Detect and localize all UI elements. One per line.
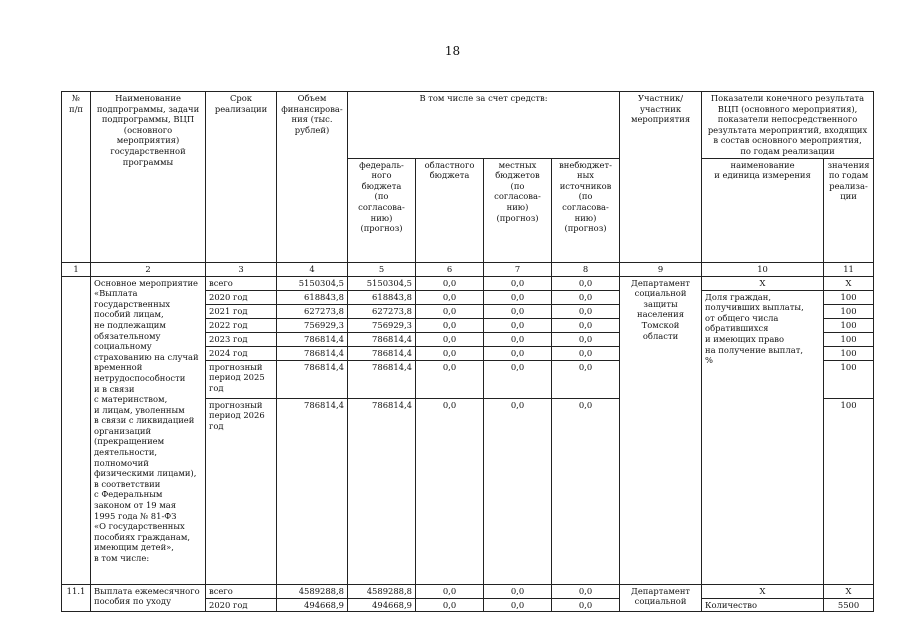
local-cell: 0,0 [484, 598, 552, 612]
total-cell: 786814,4 [277, 398, 348, 584]
period-cell: 2024 год [206, 346, 277, 360]
header-period: Срок реализации [206, 92, 277, 263]
total-cell: 494668,9 [277, 598, 348, 612]
value-cell: 100 [824, 332, 874, 346]
participant-cell: Департамент социальной [620, 584, 702, 612]
federal-cell: 4589288,8 [348, 584, 416, 598]
value-cell: 100 [824, 304, 874, 318]
regional-cell: 0,0 [416, 318, 484, 332]
row-number [62, 276, 91, 584]
regional-cell: 0,0 [416, 304, 484, 318]
regional-cell: 0,0 [416, 398, 484, 584]
period-cell: 2022 год [206, 318, 277, 332]
extra-cell: 0,0 [552, 360, 620, 398]
header-indicator-name: наименование и единица измерения [702, 158, 824, 262]
period-cell: 2020 год [206, 290, 277, 304]
extra-cell: 0,0 [552, 318, 620, 332]
col-num: 5 [348, 262, 416, 276]
local-cell: 0,0 [484, 332, 552, 346]
federal-cell: 756929,3 [348, 318, 416, 332]
value-cell: 100 [824, 290, 874, 304]
total-cell: 627273,8 [277, 304, 348, 318]
program-table [61, 91, 874, 612]
regional-cell: 0,0 [416, 276, 484, 290]
value-cell: 5500 [824, 598, 874, 612]
extra-cell: 0,0 [552, 598, 620, 612]
main-activity-name: Основное мероприятие «Выплата государственных пособий лицам, не подлежащим обязательному социальному страхованию на случай временной нетрудоспособности и в связи с материнством, и лицам, уволенным в связи с ликвидацией организаций (прекращением деятельности, полномочий физическими лицами), в соответствии с Федеральным законом от 19 мая 1995 года № 81-ФЗ «О государственных пособиях гражданам, имеющим детей», в том числе: [91, 276, 206, 584]
value-cell: 100 [824, 398, 874, 584]
indicator-cell: Х [702, 276, 824, 290]
value-cell: 100 [824, 346, 874, 360]
header-extra: внебюджет- ных источников (по согласова- нию) (прогноз) [552, 158, 620, 262]
regional-cell: 0,0 [416, 598, 484, 612]
extra-cell: 0,0 [552, 346, 620, 360]
col-num: 3 [206, 262, 277, 276]
col-num: 10 [702, 262, 824, 276]
header-regional: областного бюджета [416, 158, 484, 262]
regional-cell: 0,0 [416, 346, 484, 360]
indicator-description: Доля граждан, получивших выплаты, от общего числа обратившихся и имеющих право на получение выплат, % [702, 290, 824, 584]
total-cell: 786814,4 [277, 360, 348, 398]
col-num: 7 [484, 262, 552, 276]
col-num: 11 [824, 262, 874, 276]
local-cell: 0,0 [484, 318, 552, 332]
regional-cell: 0,0 [416, 584, 484, 598]
header-total: Объем финансирова- ния (тыс. рублей) [277, 92, 348, 263]
extra-cell: 0,0 [552, 332, 620, 346]
activity-name: Выплата ежемесячного пособия по уходу [91, 584, 206, 612]
value-cell: 100 [824, 318, 874, 332]
federal-cell: 786814,4 [348, 332, 416, 346]
period-cell: всего [206, 584, 277, 598]
column-numbers-row [62, 262, 874, 276]
total-cell: 756929,3 [277, 318, 348, 332]
federal-cell: 618843,8 [348, 290, 416, 304]
header-name: Наименование подпрограммы, задачи подпрограммы, ВЦП (основного мероприятия) государственной программы [91, 92, 206, 263]
table-row [62, 276, 874, 290]
header-federal: федераль- ного бюджета (по согласова- нию) (прогноз) [348, 158, 416, 262]
table-header-row [62, 92, 874, 159]
participant-cell: Департамент социальной защиты населения Томской области [620, 276, 702, 584]
total-cell: 5150304,5 [277, 276, 348, 290]
total-cell: 786814,4 [277, 346, 348, 360]
value-cell: Х [824, 584, 874, 598]
header-number: № п/п [62, 92, 91, 263]
period-cell: 2023 год [206, 332, 277, 346]
row-number: 11.1 [62, 584, 91, 612]
extra-cell: 0,0 [552, 304, 620, 318]
value-cell: Х [824, 276, 874, 290]
header-indicators-group: Показатели конечного результата ВЦП (основного мероприятия), показатели непосредственного результата мероприятий, входящих в состав основного мероприятия, по годам реализации [702, 92, 874, 159]
period-cell: 2020 год [206, 598, 277, 612]
local-cell: 0,0 [484, 290, 552, 304]
value-cell: 100 [824, 360, 874, 398]
federal-cell: 786814,4 [348, 360, 416, 398]
federal-cell: 627273,8 [348, 304, 416, 318]
page-number: 18 [444, 44, 461, 58]
indicator-cell: Х [702, 584, 824, 598]
local-cell: 0,0 [484, 360, 552, 398]
extra-cell: 0,0 [552, 276, 620, 290]
col-num: 9 [620, 262, 702, 276]
extra-cell: 0,0 [552, 398, 620, 584]
table-row [62, 584, 874, 598]
regional-cell: 0,0 [416, 332, 484, 346]
federal-cell: 494668,9 [348, 598, 416, 612]
total-cell: 4589288,8 [277, 584, 348, 598]
regional-cell: 0,0 [416, 360, 484, 398]
header-participant: Участник/ участник мероприятия [620, 92, 702, 263]
col-num: 4 [277, 262, 348, 276]
local-cell: 0,0 [484, 346, 552, 360]
total-cell: 618843,8 [277, 290, 348, 304]
federal-cell: 786814,4 [348, 398, 416, 584]
period-cell: 2021 год [206, 304, 277, 318]
extra-cell: 0,0 [552, 584, 620, 598]
col-num: 2 [91, 262, 206, 276]
header-funds-group: В том числе за счет средств: [348, 92, 620, 159]
indicator-cell: Количество [702, 598, 824, 612]
header-local: местных бюджетов (по согласова- нию) (прогноз) [484, 158, 552, 262]
total-cell: 786814,4 [277, 332, 348, 346]
local-cell: 0,0 [484, 304, 552, 318]
local-cell: 0,0 [484, 276, 552, 290]
federal-cell: 786814,4 [348, 346, 416, 360]
col-num: 6 [416, 262, 484, 276]
col-num: 1 [62, 262, 91, 276]
local-cell: 0,0 [484, 398, 552, 584]
header-indicator-value: значения по годам реализа- ции [824, 158, 874, 262]
col-num: 8 [552, 262, 620, 276]
period-cell: прогнозный период 2026 год [206, 398, 277, 584]
period-cell: прогнозный период 2025 год [206, 360, 277, 398]
local-cell: 0,0 [484, 584, 552, 598]
extra-cell: 0,0 [552, 290, 620, 304]
federal-cell: 5150304,5 [348, 276, 416, 290]
regional-cell: 0,0 [416, 290, 484, 304]
period-cell: всего [206, 276, 277, 290]
